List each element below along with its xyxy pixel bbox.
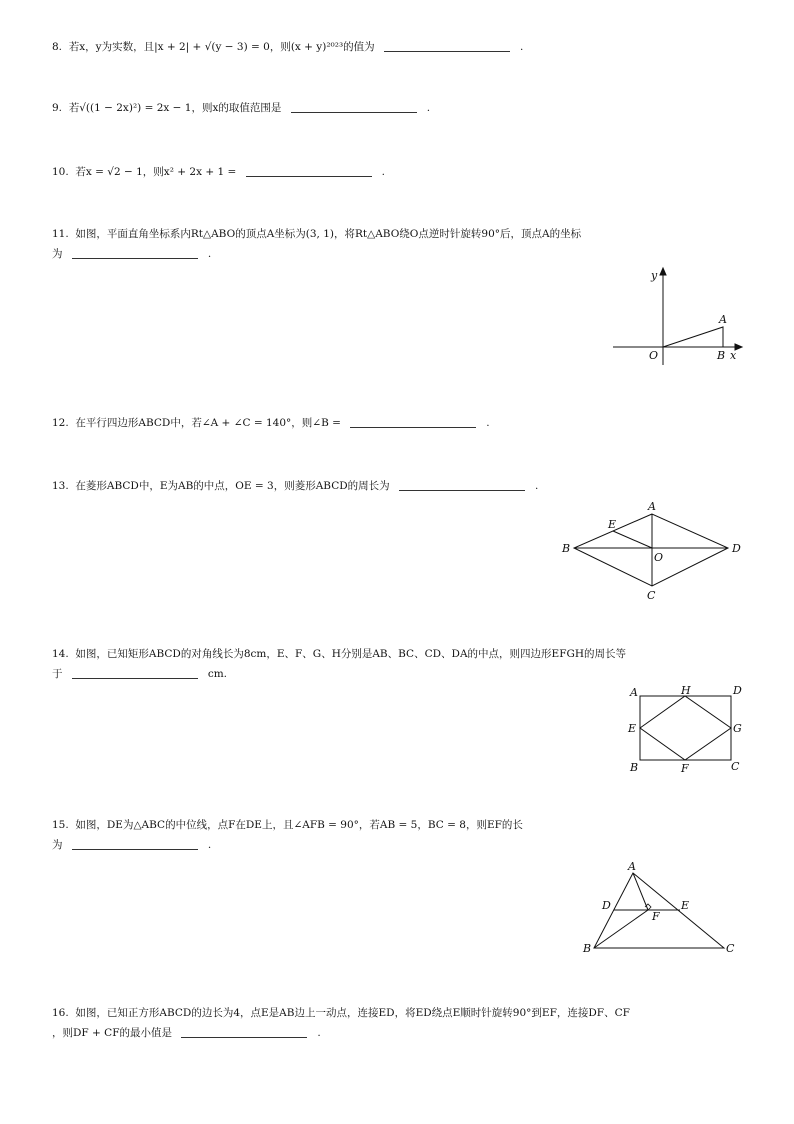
answer-blank[interactable] xyxy=(72,837,198,850)
label-G: G xyxy=(733,722,742,735)
question-15: 15. 如图，DE为△ABC的中位线，点F在DE上，且∠AFB = 90°，若AB = 5，BC = 8，则EF的长 为 . xyxy=(52,819,523,851)
question-text: 若√((1 − 2x)²) = 2x − 1，则x的取值范围是 xyxy=(68,102,282,114)
question-13: 13. 在菱形ABCD中，E为AB的中点，OE = 3，则菱形ABCD的周长为 . xyxy=(52,480,539,492)
figure-13-rhombus-diagram xyxy=(560,500,750,602)
question-number: 11. xyxy=(52,228,69,240)
label-y: y xyxy=(651,269,658,282)
question-number: 16. xyxy=(52,1007,69,1019)
label-B: B xyxy=(630,761,639,774)
question-text: 如图，已知正方形ABCD的边长为4，点E是AB边上一动点，连接ED，将ED绕点E顺时针旋转90°到EF，连接DF、CF xyxy=(75,1007,630,1019)
label-C: C xyxy=(726,942,735,955)
label-A: A xyxy=(630,686,638,699)
label-F: F xyxy=(681,762,689,775)
quadrilateral-EFGH xyxy=(640,696,731,760)
question-text: 在菱形ABCD中，E为AB的中点，OE = 3，则菱形ABCD的周长为 xyxy=(75,480,390,492)
question-text: 如图，DE为△ABC的中位线，点F在DE上，且∠AFB = 90°，若AB = 5，BC = 8，则EF的长 xyxy=(75,819,523,831)
question-12: 12. 在平行四边形ABCD中，若∠A + ∠C = 140°，则∠B = . xyxy=(52,417,490,429)
y-axis-arrow xyxy=(660,268,666,275)
label-D: D xyxy=(732,542,741,555)
answer-blank[interactable] xyxy=(291,100,417,113)
question-10: 10. 若x = √2 − 1，则x² + 2x + 1 = . xyxy=(52,166,385,178)
label-E: E xyxy=(681,899,690,912)
question-text: 如图，已知矩形ABCD的对角线长为8cm，E、F、G、H分别是AB、BC、CD、DA的中点，则四边形EFGH的周长等 xyxy=(75,648,627,660)
question-9: 9. 若√((1 − 2x)²) = 2x − 1，则x的取值范围是 . xyxy=(52,102,431,114)
label-C: C xyxy=(731,760,740,773)
question-text-line2: 为 xyxy=(52,839,63,851)
label-E: E xyxy=(628,722,637,735)
rectangle-ABCD xyxy=(640,696,731,760)
question-text: 若x = √2 − 1，则x² + 2x + 1 = xyxy=(75,166,237,178)
question-number: 10. xyxy=(52,166,69,178)
question-text-line2: 为 xyxy=(52,248,63,260)
question-text: 如图，平面直角坐标系内Rt△ABO的顶点A坐标为(3, 1)，将Rt△ABO绕O点逆时针旋转90°后，顶点A的坐标 xyxy=(75,228,582,240)
answer-blank[interactable] xyxy=(384,39,510,52)
label-A: A xyxy=(648,500,656,513)
label-B: B xyxy=(583,942,592,955)
question-number: 8. xyxy=(52,41,63,53)
label-B: B xyxy=(717,349,726,362)
label-A: A xyxy=(628,860,636,873)
label-C: C xyxy=(647,589,656,602)
label-A: A xyxy=(719,313,727,326)
segment-BF xyxy=(594,910,648,948)
label-F: F xyxy=(652,910,660,923)
answer-blank[interactable] xyxy=(246,164,372,177)
label-B: B xyxy=(562,542,571,555)
question-text-line2: 于 xyxy=(52,668,63,680)
triangle-ABO xyxy=(663,327,723,347)
figure-14-rectangle-diagram xyxy=(625,684,750,776)
question-number: 15. xyxy=(52,819,69,831)
question-number: 14. xyxy=(52,648,69,660)
rhombus-ABCD xyxy=(574,514,728,586)
answer-blank[interactable] xyxy=(72,666,198,679)
label-H: H xyxy=(681,684,691,697)
question-number: 9. xyxy=(52,102,63,114)
answer-blank[interactable] xyxy=(72,246,198,259)
question-text: 在平行四边形ABCD中，若∠A + ∠C = 140°，则∠B = xyxy=(75,417,341,429)
answer-blank[interactable] xyxy=(181,1025,307,1038)
question-text: 若x，y为实数，且|x + 2| + √(y − 3) = 0，则(x + y)²⁰²³的值为 xyxy=(68,41,375,53)
figure-11-coordinate-diagram xyxy=(610,265,750,370)
label-x: x xyxy=(730,349,737,362)
question-11: 11. 如图，平面直角坐标系内Rt△ABO的顶点A坐标为(3, 1)，将Rt△ABO绕O点逆时针旋转90°后，顶点A的坐标 为 . xyxy=(52,228,582,260)
label-D: D xyxy=(602,899,611,912)
answer-blank[interactable] xyxy=(399,478,525,491)
question-number: 13. xyxy=(52,480,69,492)
question-16: 16. 如图，已知正方形ABCD的边长为4，点E是AB边上一动点，连接ED，将ED绕点E顺时针旋转90°到EF，连接DF、CF ，则DF + CF的最小值是 . xyxy=(52,1007,630,1039)
label-E: E xyxy=(608,518,617,531)
question-number: 12. xyxy=(52,417,69,429)
question-14: 14. 如图，已知矩形ABCD的对角线长为8cm，E、F、G、H分别是AB、BC、CD、DA的中点，则四边形EFGH的周长等 于 cm. xyxy=(52,648,627,680)
label-D: D xyxy=(733,684,742,697)
answer-blank[interactable] xyxy=(350,415,476,428)
question-8: 8. 若x，y为实数，且|x + 2| + √(y − 3) = 0，则(x + y)²⁰²³的值为 . xyxy=(52,41,524,53)
figure-15-triangle-diagram xyxy=(578,860,743,960)
label-O: O xyxy=(654,551,664,564)
label-O: O xyxy=(649,349,659,362)
segment-OE xyxy=(613,531,652,548)
question-text-line2: ，则DF + CF的最小值是 xyxy=(52,1027,172,1039)
